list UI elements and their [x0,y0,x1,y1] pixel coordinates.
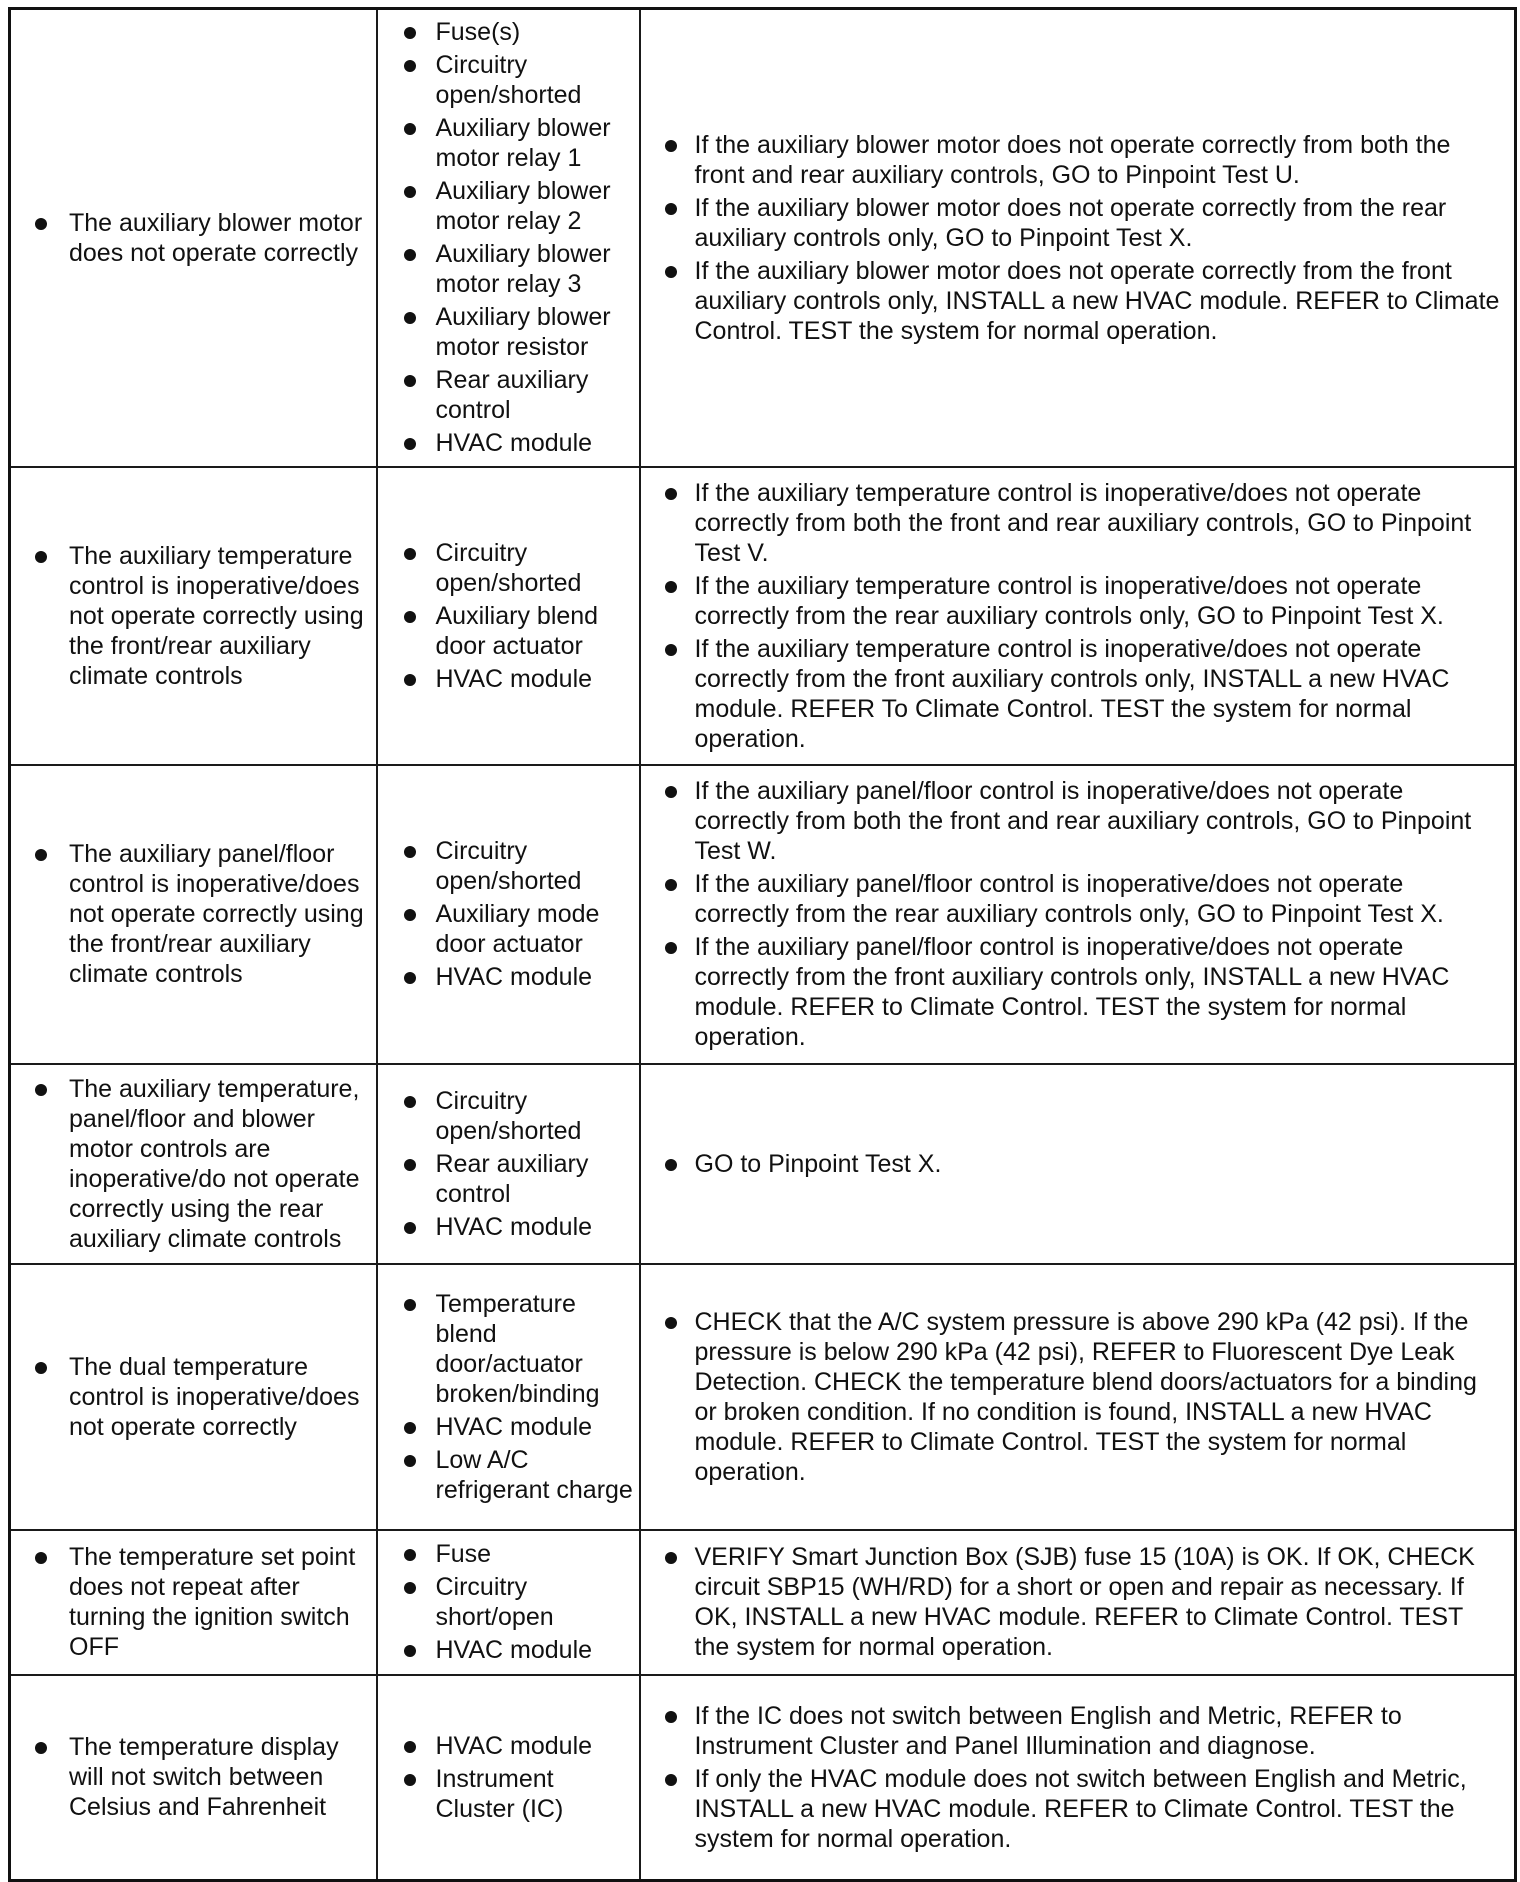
possible-source-list [382,836,635,992]
condition-list [11,1074,372,1254]
condition-list [11,839,372,989]
possible-source-item: Instrument Cluster (IC) [382,1764,635,1824]
possible-source-list [382,538,635,694]
table-row [10,1264,1516,1530]
condition-cell [10,467,377,765]
possible-source-item: Circuitry open/shorted [382,50,635,110]
condition-cell [10,765,377,1064]
action-item: If the auxiliary temperature control is inoperative/does not operate correctly from the front auxiliary controls only, INSTALL a new HVAC module. REFER To Climate Control. TEST the system for normal operation. [645,634,1511,754]
table-row [10,1064,1516,1264]
action-list [645,478,1511,754]
action-item: If the auxiliary temperature control is inoperative/does not operate correctly from the rear auxiliary controls only, GO to Pinpoint Test X. [645,571,1511,631]
possible-source-item: Auxiliary blower motor resistor [382,302,635,362]
condition-list [11,541,372,691]
action-item: CHECK that the A/C system pressure is above 290 kPa (42 psi). If the pressure is below 290 kPa (42 psi), REFER to Fluorescent Dye Leak Detection. CHECK the temperature blend doors/actuators for a binding or broken condition. If no condition is found, INSTALL a new HVAC module. REFER to Climate Control. TEST the system for normal operation. [645,1307,1511,1487]
diagnosis-table [8,7,1517,1882]
action-list [645,1542,1511,1662]
possible-source-item: Auxiliary blend door actuator [382,601,635,661]
action-cell [640,1530,1516,1675]
possible-source-item: HVAC module [382,1212,635,1242]
possible-source-item: Auxiliary blower motor relay 3 [382,239,635,299]
possible-source-cell [377,467,640,765]
possible-source-cell [377,1530,640,1675]
possible-source-cell [377,1064,640,1264]
possible-source-list [382,1539,635,1665]
condition-list [11,208,372,268]
action-item: GO to Pinpoint Test X. [645,1149,1511,1179]
table-row [10,9,1516,467]
condition-cell [10,1530,377,1675]
possible-source-item: Auxiliary blower motor relay 1 [382,113,635,173]
condition-text: The auxiliary blower motor does not operate correctly [11,208,372,268]
action-cell [640,467,1516,765]
condition-text: The dual temperature control is inoperative/does not operate correctly [11,1352,372,1442]
table-row [10,765,1516,1064]
condition-list [11,1732,372,1822]
condition-text: The auxiliary temperature control is inoperative/does not operate correctly using the front/rear auxiliary climate controls [11,541,372,691]
possible-source-item: Rear auxiliary control [382,365,635,425]
action-item: If the auxiliary panel/floor control is inoperative/does not operate correctly from the front auxiliary controls only, INSTALL a new HVAC module. REFER to Climate Control. TEST the system for normal operation. [645,932,1511,1052]
action-list [645,776,1511,1052]
action-cell [640,1264,1516,1530]
possible-source-item: Low A/C refrigerant charge [382,1445,635,1505]
action-item: If the auxiliary temperature control is inoperative/does not operate correctly from both the front and rear auxiliary controls, GO to Pinpoint Test V. [645,478,1511,568]
condition-list [11,1542,372,1662]
possible-source-item: Circuitry open/shorted [382,1086,635,1146]
table-row [10,1530,1516,1675]
action-item: If the auxiliary panel/floor control is inoperative/does not operate correctly from the rear auxiliary controls only, GO to Pinpoint Test X. [645,869,1511,929]
possible-source-item: Fuse(s) [382,17,635,47]
condition-text: The temperature set point does not repeat after turning the ignition switch OFF [11,1542,372,1662]
possible-source-item: HVAC module [382,428,635,458]
possible-source-cell [377,9,640,467]
possible-source-item: Circuitry short/open [382,1572,635,1632]
possible-source-item: HVAC module [382,664,635,694]
possible-source-item: Auxiliary mode door actuator [382,899,635,959]
action-item: If only the HVAC module does not switch between English and Metric, INSTALL a new HVAC module. REFER to Climate Control. TEST the system for normal operation. [645,1764,1511,1854]
action-item: If the auxiliary blower motor does not operate correctly from the front auxiliary controls only, INSTALL a new HVAC module. REFER to Climate Control. TEST the system for normal operation. [645,256,1511,346]
condition-cell [10,9,377,467]
action-list [645,1149,1511,1179]
condition-list [11,1352,372,1442]
action-cell [640,765,1516,1064]
condition-cell [10,1064,377,1264]
possible-source-item: Circuitry open/shorted [382,836,635,896]
possible-source-item: HVAC module [382,1731,635,1761]
condition-cell [10,1264,377,1530]
possible-source-item: Fuse [382,1539,635,1569]
possible-source-cell [377,1675,640,1881]
possible-source-cell [377,1264,640,1530]
condition-cell [10,1675,377,1881]
action-cell [640,1064,1516,1264]
condition-text: The auxiliary panel/floor control is inoperative/does not operate correctly using the front/rear auxiliary climate controls [11,839,372,989]
action-cell [640,1675,1516,1881]
action-item: VERIFY Smart Junction Box (SJB) fuse 15 (10A) is OK. If OK, CHECK circuit SBP15 (WH/RD) for a short or open and repair as necessary. If OK, INSTALL a new HVAC module. REFER to Climate Control. TEST the system for normal operation. [645,1542,1511,1662]
action-item: If the auxiliary blower motor does not operate correctly from both the front and rear auxiliary controls, GO to Pinpoint Test U. [645,130,1511,190]
possible-source-item: Circuitry open/shorted [382,538,635,598]
possible-source-item: HVAC module [382,962,635,992]
possible-source-item: HVAC module [382,1412,635,1442]
possible-source-item: Temperature blend door/actuator broken/binding [382,1289,635,1409]
condition-text: The auxiliary temperature, panel/floor and blower motor controls are inoperative/do not operate correctly using the rear auxiliary climate controls [11,1074,372,1254]
action-item: If the IC does not switch between English and Metric, REFER to Instrument Cluster and Panel Illumination and diagnose. [645,1701,1511,1761]
action-cell [640,9,1516,467]
action-item: If the auxiliary panel/floor control is inoperative/does not operate correctly from both the front and rear auxiliary controls, GO to Pinpoint Test W. [645,776,1511,866]
action-list [645,1701,1511,1854]
possible-source-item: HVAC module [382,1635,635,1665]
table-row [10,1675,1516,1881]
diagnosis-table-body [10,9,1516,1881]
possible-source-item: Rear auxiliary control [382,1149,635,1209]
action-list [645,1307,1511,1487]
possible-source-item: Auxiliary blower motor relay 2 [382,176,635,236]
possible-source-cell [377,765,640,1064]
possible-source-list [382,1289,635,1505]
action-item: If the auxiliary blower motor does not operate correctly from the rear auxiliary controls only, GO to Pinpoint Test X. [645,193,1511,253]
possible-source-list [382,1086,635,1242]
possible-source-list [382,17,635,458]
possible-source-list [382,1731,635,1824]
table-row [10,467,1516,765]
condition-text: The temperature display will not switch between Celsius and Fahrenheit [11,1732,372,1822]
action-list [645,130,1511,346]
